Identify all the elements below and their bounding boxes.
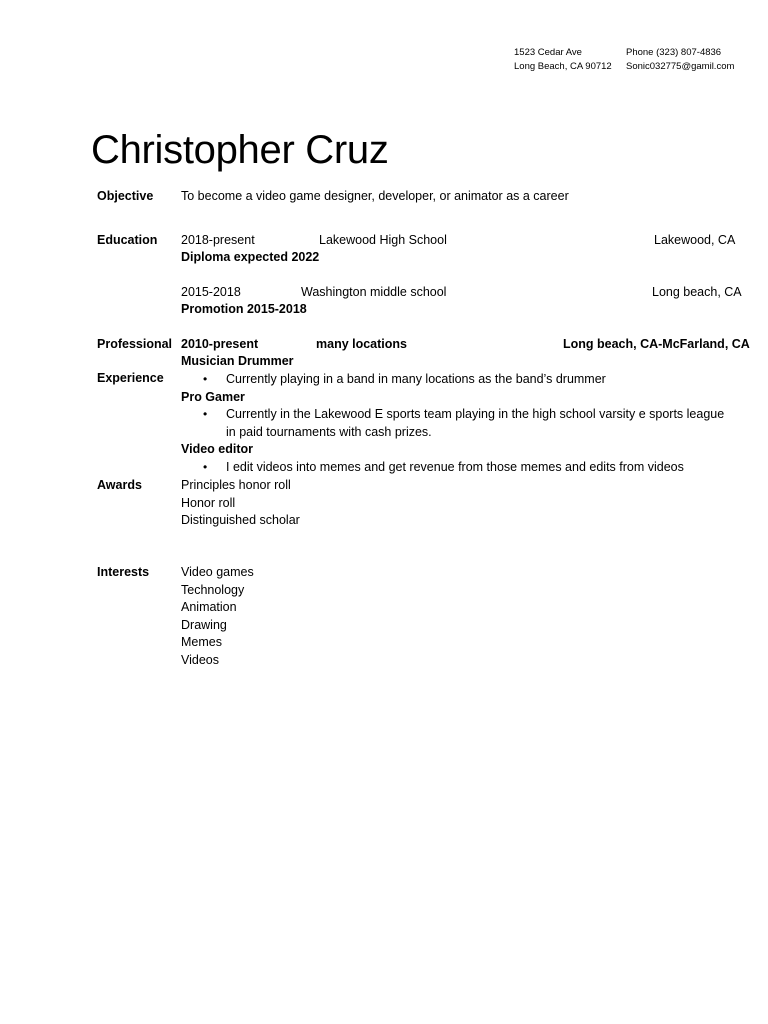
resume-name: Christopher Cruz xyxy=(91,128,389,172)
bullet-icon: • xyxy=(203,372,208,386)
education-detail: Diploma expected 2022 xyxy=(181,250,320,264)
objective-text: To become a video game designer, developer, or animator as a career xyxy=(181,189,569,203)
bullet-icon: • xyxy=(203,460,208,474)
education-detail: Promotion 2015-2018 xyxy=(181,302,307,316)
interest-item: Video games xyxy=(181,565,254,579)
award-item: Honor roll xyxy=(181,495,236,510)
role-bullet-line: Currently in the Lakewood E sports team playing in the high school varsity e sports league xyxy=(226,407,725,421)
interests-label: Interests xyxy=(97,565,150,579)
interest-item: Technology xyxy=(181,582,245,597)
objective-label: Objective xyxy=(97,189,154,203)
experience-dates: 2010-present xyxy=(181,337,259,351)
awards-label: Awards xyxy=(97,478,142,492)
education-school: Lakewood High School xyxy=(319,233,447,247)
education-dates: 2018-present xyxy=(181,233,255,247)
role-bullet: Currently playing in a band in many locations as the band’s drummer xyxy=(226,372,606,386)
award-item: Distinguished scholar xyxy=(181,513,300,527)
interest-item: Memes xyxy=(181,635,222,649)
interest-item: Drawing xyxy=(181,617,227,632)
experience-place: many locations xyxy=(316,337,407,351)
role-title: Video editor xyxy=(181,442,254,456)
role-title: Pro Gamer xyxy=(181,390,245,404)
role-bullet-line: in paid tournaments with cash prizes. xyxy=(226,424,432,439)
interest-item: Animation xyxy=(181,600,237,614)
contact-info xyxy=(626,46,734,73)
email-address: Sonic032775@gamil.com xyxy=(626,60,735,72)
contact-address xyxy=(514,46,612,73)
bullet-icon: • xyxy=(203,407,208,421)
award-item: Principles honor roll xyxy=(181,478,291,492)
education-label: Education xyxy=(97,233,158,247)
experience-label-line-1: Professional xyxy=(97,337,173,351)
role-title: Musician Drummer xyxy=(181,354,294,368)
role-bullet xyxy=(226,406,724,441)
education-location: Long beach, CA xyxy=(652,285,742,299)
phone-number: Phone (323) 807-4836 xyxy=(626,47,722,58)
experience-label-line-2: Experience xyxy=(97,371,164,385)
address-line-2: Long Beach, CA 90712 xyxy=(514,60,612,72)
education-location: Lakewood, CA xyxy=(654,233,736,247)
experience-location: Long beach, CA-McFarland, CA xyxy=(563,337,750,351)
interests-list xyxy=(181,564,254,669)
awards-list xyxy=(181,477,300,530)
role-bullet: I edit videos into memes and get revenue from those memes and edits from videos xyxy=(226,460,684,474)
address-line-1: 1523 Cedar Ave xyxy=(514,47,582,58)
education-dates: 2015-2018 xyxy=(181,285,241,299)
interest-item: Videos xyxy=(181,652,219,667)
education-school: Washington middle school xyxy=(301,285,447,299)
